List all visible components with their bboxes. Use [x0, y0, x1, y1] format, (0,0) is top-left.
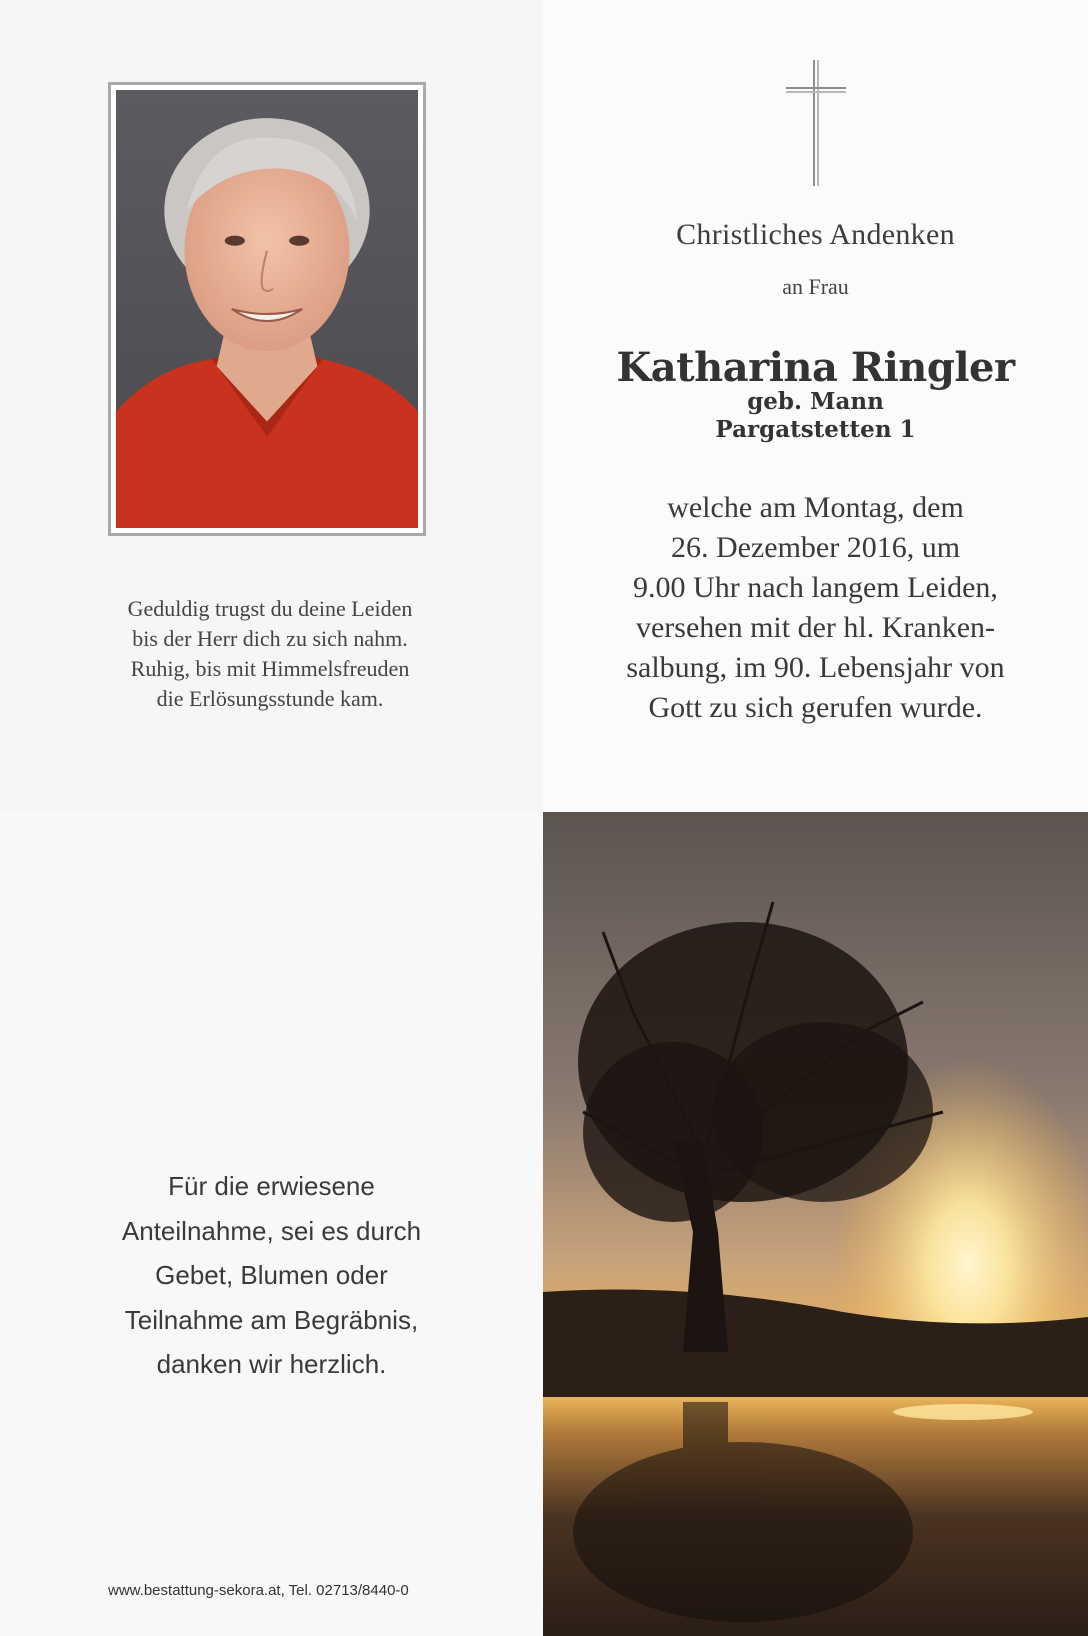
deceased-name: Katharina Ringler: [616, 344, 1015, 391]
memorial-text: [543, 488, 1088, 728]
portrait-frame: [108, 82, 426, 536]
memorial-text-line: 26. Dezember 2016, um: [670, 531, 961, 564]
portrait-photo: [116, 90, 418, 528]
birth-name: geb. Mann: [747, 388, 884, 415]
thanks-panel: [0, 812, 543, 1636]
thanks-line: danken wir herzlich.: [156, 1349, 387, 1379]
poem-line: Ruhig, bis mit Himmelsfreuden: [130, 656, 410, 681]
memorial-text-line: welche am Montag, dem: [667, 491, 964, 524]
poem-line: die Erlösungsstunde kam.: [156, 686, 384, 711]
poem-line: Geduldig trugst du deine Leiden: [127, 596, 413, 621]
address: Pargatstetten 1: [715, 416, 916, 443]
sunset-tree-photo: [543, 812, 1088, 1636]
funeral-home-footer: www.bestattung-sekora.at, Tel. 02713/8440-0: [108, 1582, 409, 1599]
salutation: an Frau: [782, 274, 849, 299]
memorial-text-line: salbung, im 90. Lebensjahr von: [626, 651, 1005, 684]
sunset-photo-panel: [543, 812, 1088, 1636]
thanks-line: Gebet, Blumen oder: [155, 1260, 388, 1290]
portrait-panel: [0, 0, 543, 812]
memorial-text-line: Gott zu sich gerufen wurde.: [648, 691, 983, 724]
poem-line: bis der Herr dich zu sich nahm.: [132, 626, 408, 651]
memorial-text-line: versehen mit der hl. Kranken-: [635, 611, 996, 644]
thanks-line: Für die erwiesene: [168, 1171, 375, 1201]
memorial-heading: Christliches Andenken: [676, 218, 955, 251]
cross-icon: [786, 60, 846, 186]
memorial-text-line: 9.00 Uhr nach langem Leiden,: [633, 571, 998, 604]
thanks-line: Anteilnahme, sei es durch: [121, 1215, 422, 1246]
poem-verse: [60, 594, 480, 714]
memorial-panel: [543, 0, 1088, 812]
thanks-line: Teilnahme am Begräbnis,: [124, 1304, 419, 1335]
thanks-text: [0, 1164, 543, 1387]
